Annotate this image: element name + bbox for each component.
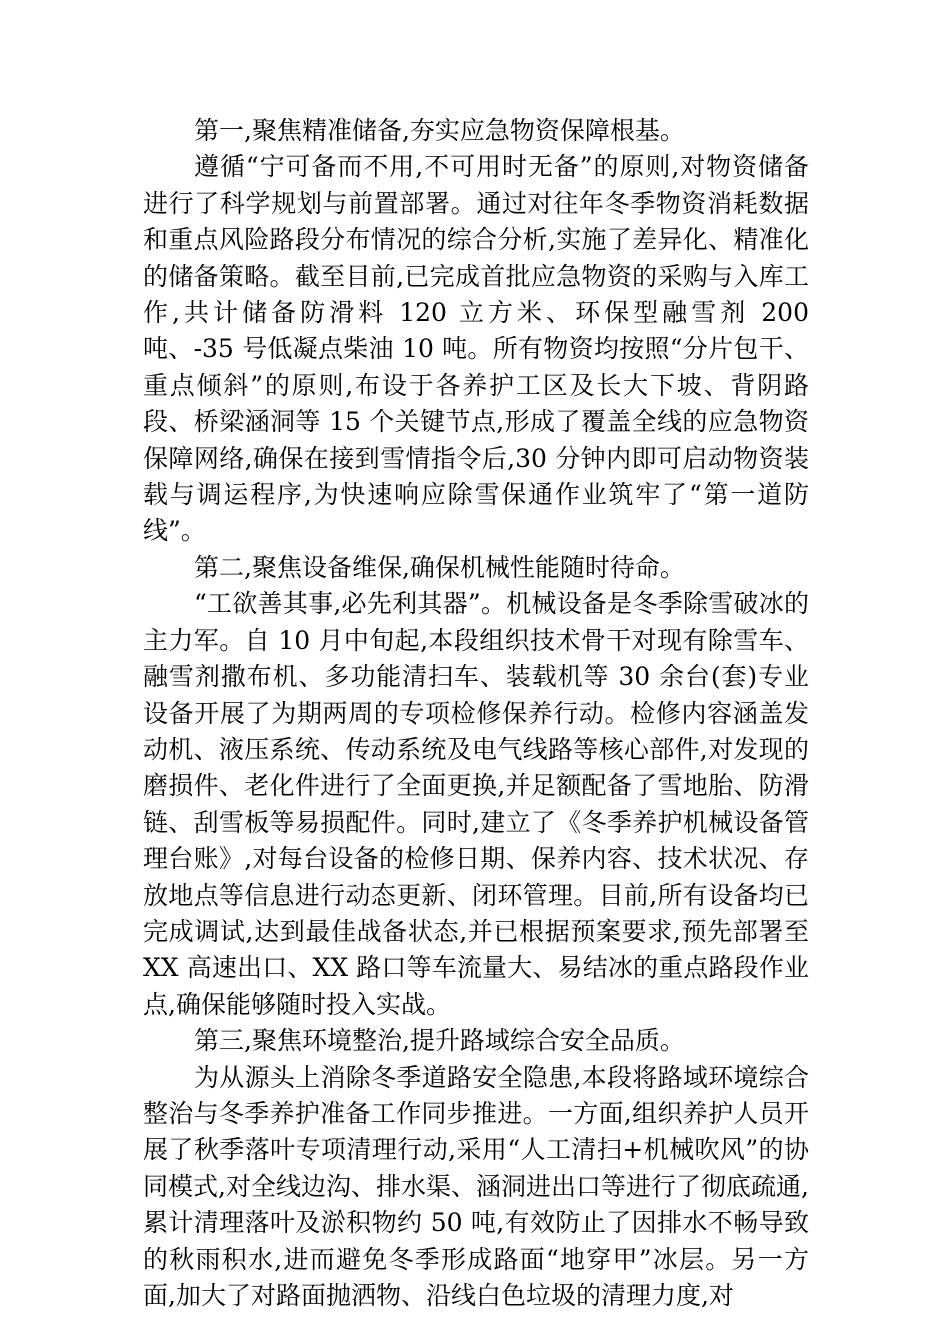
section-heading-2: 第二,聚焦设备维保,确保机械性能随时待命。 (194, 552, 685, 582)
section-heading-1: 第一,聚焦精准储备,夯实应急物资保障根基。 (194, 116, 685, 145)
paragraph-material-reserve: 遵循“宁可备而不用,不可用时无备”的原则,对物资储备进行了科学规划与前置部署。通过对往年冬季物资消耗数据和重点风险路段分布情况的综合分析,实施了差异化、精准化的储备策略。截至目前,已完成首批应急物资的采购与入库工作,共计储备防滑料 120 立方米、环保型融雪剂 200 吨、-35 号低凝点柴油 10 吨。所有物资均按照“分片包干、重点倾斜”的原则,布设于各养护工区及长大下坡、背阴路段、桥梁涵洞等 15 个关键节点,形成了覆盖全线的应急物资保障网络,确保在接到雪情指令后,30 分钟内即可启动物资装载与调运程序,为快速响应除雪保通作业筑牢了“第一道防线”。 (143, 152, 809, 546)
paragraph-environment-remediation: 为从源头上消除冬季道路安全隐患,本段将路域环境综合整治与冬季养护准备工作同步推进。一方面,组织养护人员开展了秋季落叶专项清理行动,采用“人工清扫+机械吹风”的协同模式,对全线边沟、排水渠、涵洞进出口等进行了彻底疏通,累计清理落叶及淤积物约 50 吨,有效防止了因排水不畅导致的秋雨积水,进而避免冬季形成路面“地穿甲”冰层。另一方面,加大了对路面抛洒物、沿线白色垃圾的清理力度,对 (143, 1062, 809, 1310)
paragraph-equipment-maintenance: “工欲善其事,必先利其器”。机械设备是冬季除雪破冰的主力军。自 10 月中旬起,本段组织技术骨干对现有除雪车、融雪剂撒布机、多功能清扫车、装载机等 30 余台(套)专业设备开展了为期两周的专项检修保养行动。检修内容涵盖发动机、液压系统、传动系统及电气线路等核心部件,对发现的磨损件、老化件进行了全面更换,并足额配备了雪地胎、防滑链、刮雪板等易损配件。同时,建立了《冬季养护机械设备管理台账》,对每台设备的检修日期、保养内容、技术状况、存放地点等信息进行动态更新、闭环管理。目前,所有设备均已完成调试,达到最佳战备状态,并已根据预案要求,预先部署至 XX 高速出口、XX 路口等车流量大、易结冰的重点路段作业点,确保能够随时投入实战。 (143, 589, 809, 1019)
document-body (143, 113, 809, 1314)
section-heading-3: 第三,聚焦环境整治,提升路域综合安全品质。 (194, 1026, 685, 1056)
